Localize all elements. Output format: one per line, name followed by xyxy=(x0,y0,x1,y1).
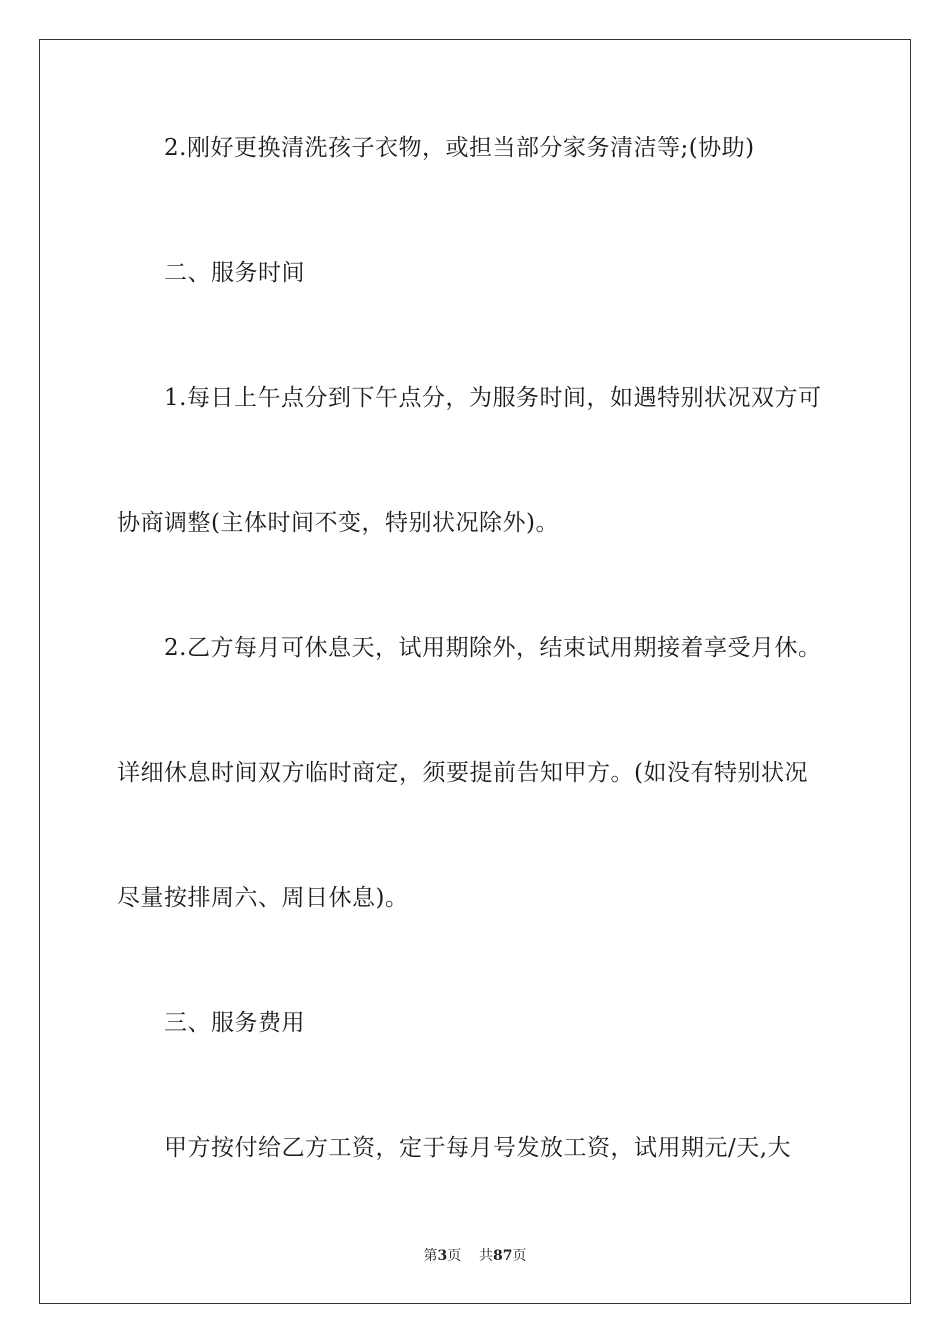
paragraph-line-9: 甲方按付给乙方工资，定于每月号发放工资，试用期元/天,大 xyxy=(164,1135,792,1161)
page-border xyxy=(39,39,911,1304)
footer-total-suffix: 页 xyxy=(512,1248,527,1264)
paragraph-line-5: 2.乙方每月可休息天，试用期除外，结束试用期接着享受月休。 xyxy=(164,635,822,661)
section-heading-service-fee: 三、服务费用 xyxy=(164,1010,305,1036)
footer-page-prefix: 第 xyxy=(423,1248,438,1264)
footer-page-total: 87 xyxy=(493,1248,513,1264)
footer-page-current: 3 xyxy=(437,1248,448,1264)
paragraph-line-7: 尽量按排周六、周日休息)。 xyxy=(117,885,409,911)
paragraph-line-6: 详细休息时间双方临时商定，须要提前告知甲方。(如没有特别状况 xyxy=(117,760,808,786)
paragraph-line-4: 协商调整(主体时间不变，特别状况除外)。 xyxy=(117,510,559,536)
paragraph-line-1: 2.刚好更换清洗孩子衣物，或担当部分家务清洁等;(协助) xyxy=(164,135,755,161)
paragraph-line-3: 1.每日上午点分到下午点分，为服务时间，如遇特别状况双方可 xyxy=(164,385,822,411)
footer-total-prefix: 共 xyxy=(479,1248,494,1264)
section-heading-service-time: 二、服务时间 xyxy=(164,260,305,286)
page-footer xyxy=(0,1247,950,1265)
footer-page-suffix: 页 xyxy=(447,1248,462,1264)
